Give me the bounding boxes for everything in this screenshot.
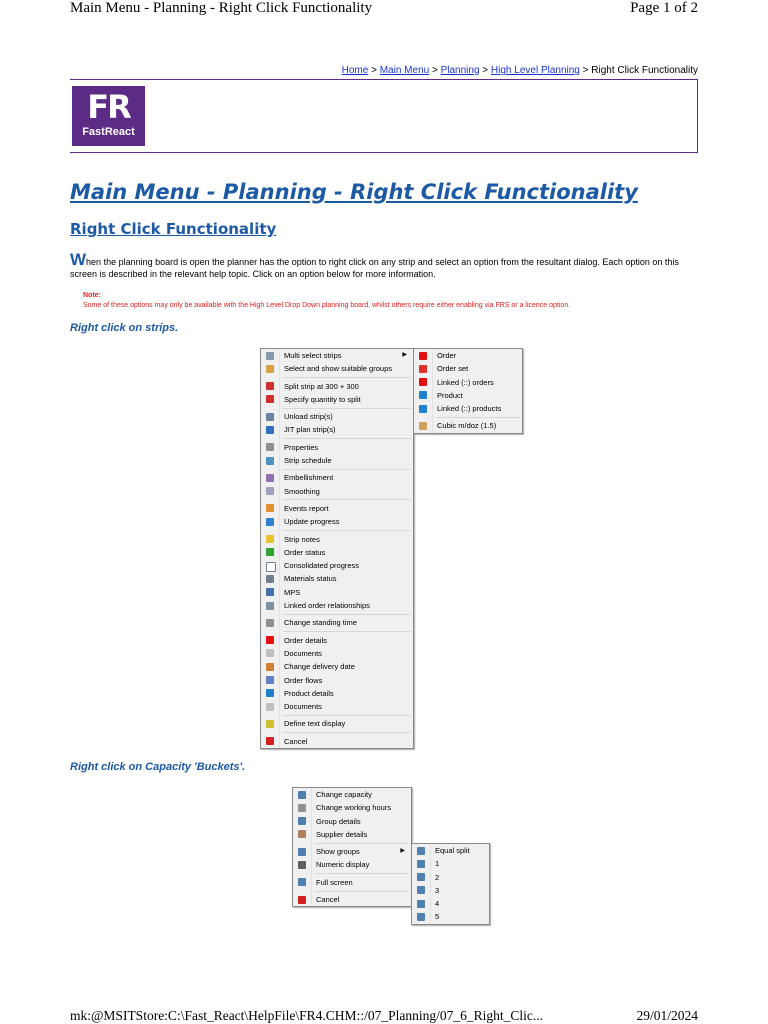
menu-item-label: 2 bbox=[435, 872, 440, 882]
menu-item-label: Specify quantity to split bbox=[284, 394, 361, 404]
menu-separator bbox=[283, 732, 411, 733]
menu-item-multi-select-strips[interactable] bbox=[261, 349, 413, 362]
buckets-heading: Right click on Capacity 'Buckets'. bbox=[70, 761, 246, 773]
1-icon bbox=[417, 860, 425, 868]
cubic-m-doz-1-5-icon bbox=[419, 422, 427, 430]
menu-item-label: Cancel bbox=[284, 736, 308, 746]
change-capacity-icon bbox=[298, 791, 306, 799]
menu-item-label: 4 bbox=[435, 899, 440, 909]
menu-item-label: Embellishment bbox=[284, 473, 334, 483]
menu-item-label: Events report bbox=[284, 503, 329, 513]
linked-orders-icon bbox=[419, 378, 427, 386]
menu-item-change-delivery-date[interactable] bbox=[261, 660, 413, 673]
menu-item-3[interactable] bbox=[412, 884, 489, 897]
menu-item-2[interactable] bbox=[412, 871, 489, 884]
page-number: Page 1 of 2 bbox=[630, 0, 698, 16]
menu-item-label: Product details bbox=[284, 688, 334, 698]
menu-item-materials-status[interactable] bbox=[261, 572, 413, 585]
menu-item-change-working-hours[interactable] bbox=[293, 801, 411, 814]
bucket-context-menu bbox=[292, 787, 412, 907]
menu-item-label: Materials status bbox=[284, 574, 337, 584]
fastreact-logo bbox=[72, 86, 145, 146]
menu-item-label: Full screen bbox=[316, 877, 353, 887]
menu-item-change-standing-time[interactable] bbox=[261, 616, 413, 629]
intro-dropcap: W bbox=[70, 250, 87, 269]
breadcrumb-separator: > bbox=[431, 65, 438, 76]
menu-item-label: Change capacity bbox=[316, 790, 372, 799]
menu-separator bbox=[283, 408, 411, 409]
footer-date: 29/01/2024 bbox=[636, 1008, 698, 1023]
cancel-icon bbox=[266, 737, 274, 745]
menu-item-label: Define text display bbox=[284, 719, 346, 729]
update-progress-icon bbox=[266, 518, 274, 526]
logo-name: FastReact bbox=[82, 126, 135, 138]
menu-item-order-flows[interactable] bbox=[261, 674, 413, 687]
menu-item-label: Order details bbox=[284, 635, 327, 645]
menu-item-label: Multi select strips bbox=[284, 351, 342, 360]
linked-order-relationships-icon bbox=[266, 602, 274, 610]
menu-item-label: Linked (::) products bbox=[437, 404, 502, 414]
menu-item-linked-order-relationships[interactable] bbox=[261, 599, 413, 612]
footer-path: mk:@MSITStore:C:\Fast_React\HelpFile\FR4.CHM::/07_Planning/07_6_Right_Clic... bbox=[70, 1008, 543, 1023]
menu-item-show-groups[interactable] bbox=[293, 845, 411, 858]
menu-item-label: Linked (::) orders bbox=[437, 377, 494, 387]
menu-item-label: Cancel bbox=[316, 895, 340, 905]
menu-item-label: Order status bbox=[284, 547, 326, 557]
menu-item-label: Strip notes bbox=[284, 534, 320, 544]
order-details-icon bbox=[266, 636, 274, 644]
show-groups-submenu bbox=[411, 843, 490, 925]
submenu-arrow-icon: ▶ bbox=[400, 848, 405, 855]
unload-strip-s-icon bbox=[266, 413, 274, 421]
menu-item-4[interactable] bbox=[412, 897, 489, 910]
menu-item-define-text-display[interactable] bbox=[261, 717, 413, 730]
documents-icon bbox=[266, 703, 274, 711]
3-icon bbox=[417, 886, 425, 894]
menu-separator bbox=[315, 843, 409, 844]
order-icon bbox=[419, 352, 427, 360]
menu-separator bbox=[315, 873, 409, 874]
multi-select-submenu bbox=[413, 348, 523, 434]
menu-item-label: Cubic m/doz (1.5) bbox=[437, 421, 497, 431]
menu-item-order-set[interactable] bbox=[414, 362, 522, 375]
submenu-arrow-icon: ▶ bbox=[402, 352, 407, 358]
header-title: Main Menu - Planning - Right Click Functionality bbox=[70, 0, 373, 16]
multi-select-strips-icon bbox=[266, 352, 274, 360]
intro-paragraph bbox=[70, 250, 698, 280]
note-text: Some of these options may only be available with the High Level Drop Down planning board, whilst others require either enabling via FRS or a licence option. bbox=[83, 302, 571, 309]
menu-item-label: Unload strip(s) bbox=[284, 412, 333, 422]
menu-item-documents[interactable] bbox=[261, 647, 413, 660]
events-report-icon bbox=[266, 504, 274, 512]
menu-separator bbox=[283, 715, 411, 716]
strip-notes-icon bbox=[266, 535, 274, 543]
menu-item-label: MPS bbox=[284, 587, 301, 597]
menu-item-label: Properties bbox=[284, 442, 319, 452]
documents-icon bbox=[266, 649, 274, 657]
menu-separator bbox=[283, 438, 411, 439]
menu-item-documents[interactable] bbox=[261, 700, 413, 713]
menu-item-select-and-show-suitable-groups[interactable] bbox=[261, 362, 413, 375]
breadcrumb-separator: > bbox=[582, 65, 589, 76]
materials-status-icon bbox=[266, 575, 274, 583]
menu-item-strip-schedule[interactable] bbox=[261, 454, 413, 467]
menu-item-unload-strip-s[interactable] bbox=[261, 410, 413, 423]
menu-item-label: Consolidated progress bbox=[284, 561, 360, 571]
define-text-display-icon bbox=[266, 720, 274, 728]
full-screen-icon bbox=[298, 878, 306, 886]
menu-item-label: Supplier details bbox=[316, 829, 368, 839]
menu-item-linked-products[interactable] bbox=[414, 402, 522, 415]
menu-item-cancel[interactable] bbox=[293, 893, 411, 906]
split-strip-at-300-300-icon bbox=[266, 382, 274, 390]
menu-item-events-report[interactable] bbox=[261, 502, 413, 515]
breadcrumb-separator: > bbox=[371, 65, 377, 76]
note-label: Note: bbox=[83, 292, 101, 299]
4-icon bbox=[417, 900, 425, 908]
menu-item-label: 1 bbox=[435, 859, 440, 869]
menu-item-properties[interactable] bbox=[261, 441, 413, 454]
menu-item-consolidated-progress[interactable] bbox=[261, 559, 413, 572]
properties-icon bbox=[266, 443, 274, 451]
menu-item-order[interactable] bbox=[414, 349, 522, 362]
menu-item-label: Order bbox=[437, 351, 457, 360]
equal-split-icon bbox=[417, 847, 425, 855]
embellishment-icon bbox=[266, 474, 274, 482]
menu-item-label: Split strip at 300 + 300 bbox=[284, 381, 359, 391]
show-groups-icon bbox=[298, 848, 306, 856]
order-status-icon bbox=[266, 548, 274, 556]
menu-item-label: Product bbox=[437, 390, 463, 400]
menu-item-label: Linked order relationships bbox=[284, 601, 370, 611]
change-working-hours-icon bbox=[298, 804, 306, 812]
strip-context-menu bbox=[260, 348, 414, 749]
breadcrumb bbox=[342, 65, 698, 76]
2-icon bbox=[417, 873, 425, 881]
menu-item-label: Update progress bbox=[284, 517, 340, 527]
menu-separator bbox=[283, 499, 411, 500]
menu-separator bbox=[315, 891, 409, 892]
supplier-details-icon bbox=[298, 830, 306, 838]
menu-separator bbox=[283, 377, 411, 378]
change-delivery-date-icon bbox=[266, 663, 274, 671]
smoothing-icon bbox=[266, 487, 274, 495]
logo-rule bbox=[70, 152, 698, 153]
specify-quantity-to-split-icon bbox=[266, 395, 274, 403]
menu-separator bbox=[283, 614, 411, 615]
intro-text: hen the planning board is open the planner has the option to right click on any strip and select an option from the resultant dialog. Each option on this screen is described in the relevant help topic. Click on an option below for more information. bbox=[70, 257, 679, 279]
menu-item-order-status[interactable] bbox=[261, 546, 413, 559]
breadcrumb-separator: > bbox=[482, 65, 489, 76]
order-flows-icon bbox=[266, 676, 274, 684]
menu-item-supplier-details[interactable] bbox=[293, 828, 411, 841]
breadcrumb-home[interactable]: Home bbox=[341, 65, 369, 76]
menu-item-label: JIT plan strip(s) bbox=[284, 425, 336, 435]
menu-item-product[interactable] bbox=[414, 389, 522, 402]
menu-item-label: Change delivery date bbox=[284, 662, 355, 672]
change-standing-time-icon bbox=[266, 619, 274, 627]
menu-item-split-strip-at-300-300[interactable] bbox=[261, 380, 413, 393]
jit-plan-strip-s-icon bbox=[266, 426, 274, 434]
mps-icon bbox=[266, 588, 274, 596]
menu-item-label: Change standing time bbox=[284, 618, 357, 628]
strip-schedule-icon bbox=[266, 457, 274, 465]
menu-item-strip-notes[interactable] bbox=[261, 533, 413, 546]
menu-item-mps[interactable] bbox=[261, 586, 413, 599]
menu-item-product-details[interactable] bbox=[261, 687, 413, 700]
menu-item-smoothing[interactable] bbox=[261, 485, 413, 498]
breadcrumb-main-menu[interactable]: Main Menu bbox=[379, 65, 430, 76]
product-icon bbox=[419, 391, 427, 399]
header-rule bbox=[70, 79, 698, 80]
section-title: Right Click Functionality bbox=[70, 220, 277, 238]
menu-item-cancel[interactable] bbox=[261, 735, 413, 748]
menu-item-linked-orders[interactable] bbox=[414, 376, 522, 389]
menu-item-label: Order set bbox=[437, 364, 469, 374]
menu-item-label: Documents bbox=[284, 648, 322, 658]
linked-products-icon bbox=[419, 405, 427, 413]
menu-separator bbox=[283, 530, 411, 531]
breadcrumb-current: Right Click Functionality bbox=[591, 65, 698, 76]
menu-item-label: Equal split bbox=[435, 846, 470, 855]
menu-item-order-details[interactable] bbox=[261, 634, 413, 647]
menu-item-numeric-display[interactable] bbox=[293, 858, 411, 871]
menu-item-jit-plan-strip-s[interactable] bbox=[261, 423, 413, 436]
menu-item-label: Select and show suitable groups bbox=[284, 364, 392, 374]
menu-item-label: 3 bbox=[435, 885, 440, 895]
menu-item-5[interactable] bbox=[412, 910, 489, 923]
menu-separator bbox=[436, 417, 520, 418]
breadcrumb-planning[interactable]: Planning bbox=[440, 65, 480, 76]
menu-item-label: Smoothing bbox=[284, 486, 320, 496]
menu-item-full-screen[interactable] bbox=[293, 876, 411, 889]
breadcrumb-high-level-planning[interactable]: High Level Planning bbox=[490, 65, 580, 76]
menu-item-label: Group details bbox=[316, 816, 361, 826]
strips-heading: Right click on strips. bbox=[70, 322, 179, 334]
menu-item-label: 5 bbox=[435, 912, 440, 922]
logo-mark: FR bbox=[87, 88, 130, 126]
order-set-icon bbox=[419, 365, 427, 373]
header-side-rule bbox=[697, 79, 698, 152]
menu-item-label: Show groups bbox=[316, 847, 360, 857]
note bbox=[83, 291, 570, 311]
group-details-icon bbox=[298, 817, 306, 825]
menu-item-update-progress[interactable] bbox=[261, 515, 413, 528]
cancel-icon bbox=[298, 896, 306, 904]
menu-item-change-capacity[interactable] bbox=[293, 788, 411, 801]
menu-separator bbox=[283, 469, 411, 470]
numeric-display-icon bbox=[298, 861, 306, 869]
menu-item-1[interactable] bbox=[412, 857, 489, 870]
page-title: Main Menu - Planning - Right Click Functionality bbox=[70, 180, 638, 204]
menu-item-label: Order flows bbox=[284, 675, 323, 685]
select-and-show-suitable-groups-icon bbox=[266, 365, 274, 373]
product-details-icon bbox=[266, 689, 274, 697]
menu-item-group-details[interactable] bbox=[293, 815, 411, 828]
menu-item-embellishment[interactable] bbox=[261, 471, 413, 484]
consolidated-progress-icon bbox=[266, 562, 276, 572]
menu-item-cubic-m-doz-1-5[interactable] bbox=[414, 419, 522, 432]
menu-item-equal-split[interactable] bbox=[412, 844, 489, 857]
menu-item-specify-quantity-to-split[interactable] bbox=[261, 393, 413, 406]
menu-item-label: Documents bbox=[284, 702, 322, 712]
menu-separator bbox=[283, 631, 411, 632]
menu-item-label: Strip schedule bbox=[284, 456, 332, 466]
5-icon bbox=[417, 913, 425, 921]
menu-item-label: Change working hours bbox=[316, 803, 392, 813]
menu-item-label: Numeric display bbox=[316, 860, 370, 870]
